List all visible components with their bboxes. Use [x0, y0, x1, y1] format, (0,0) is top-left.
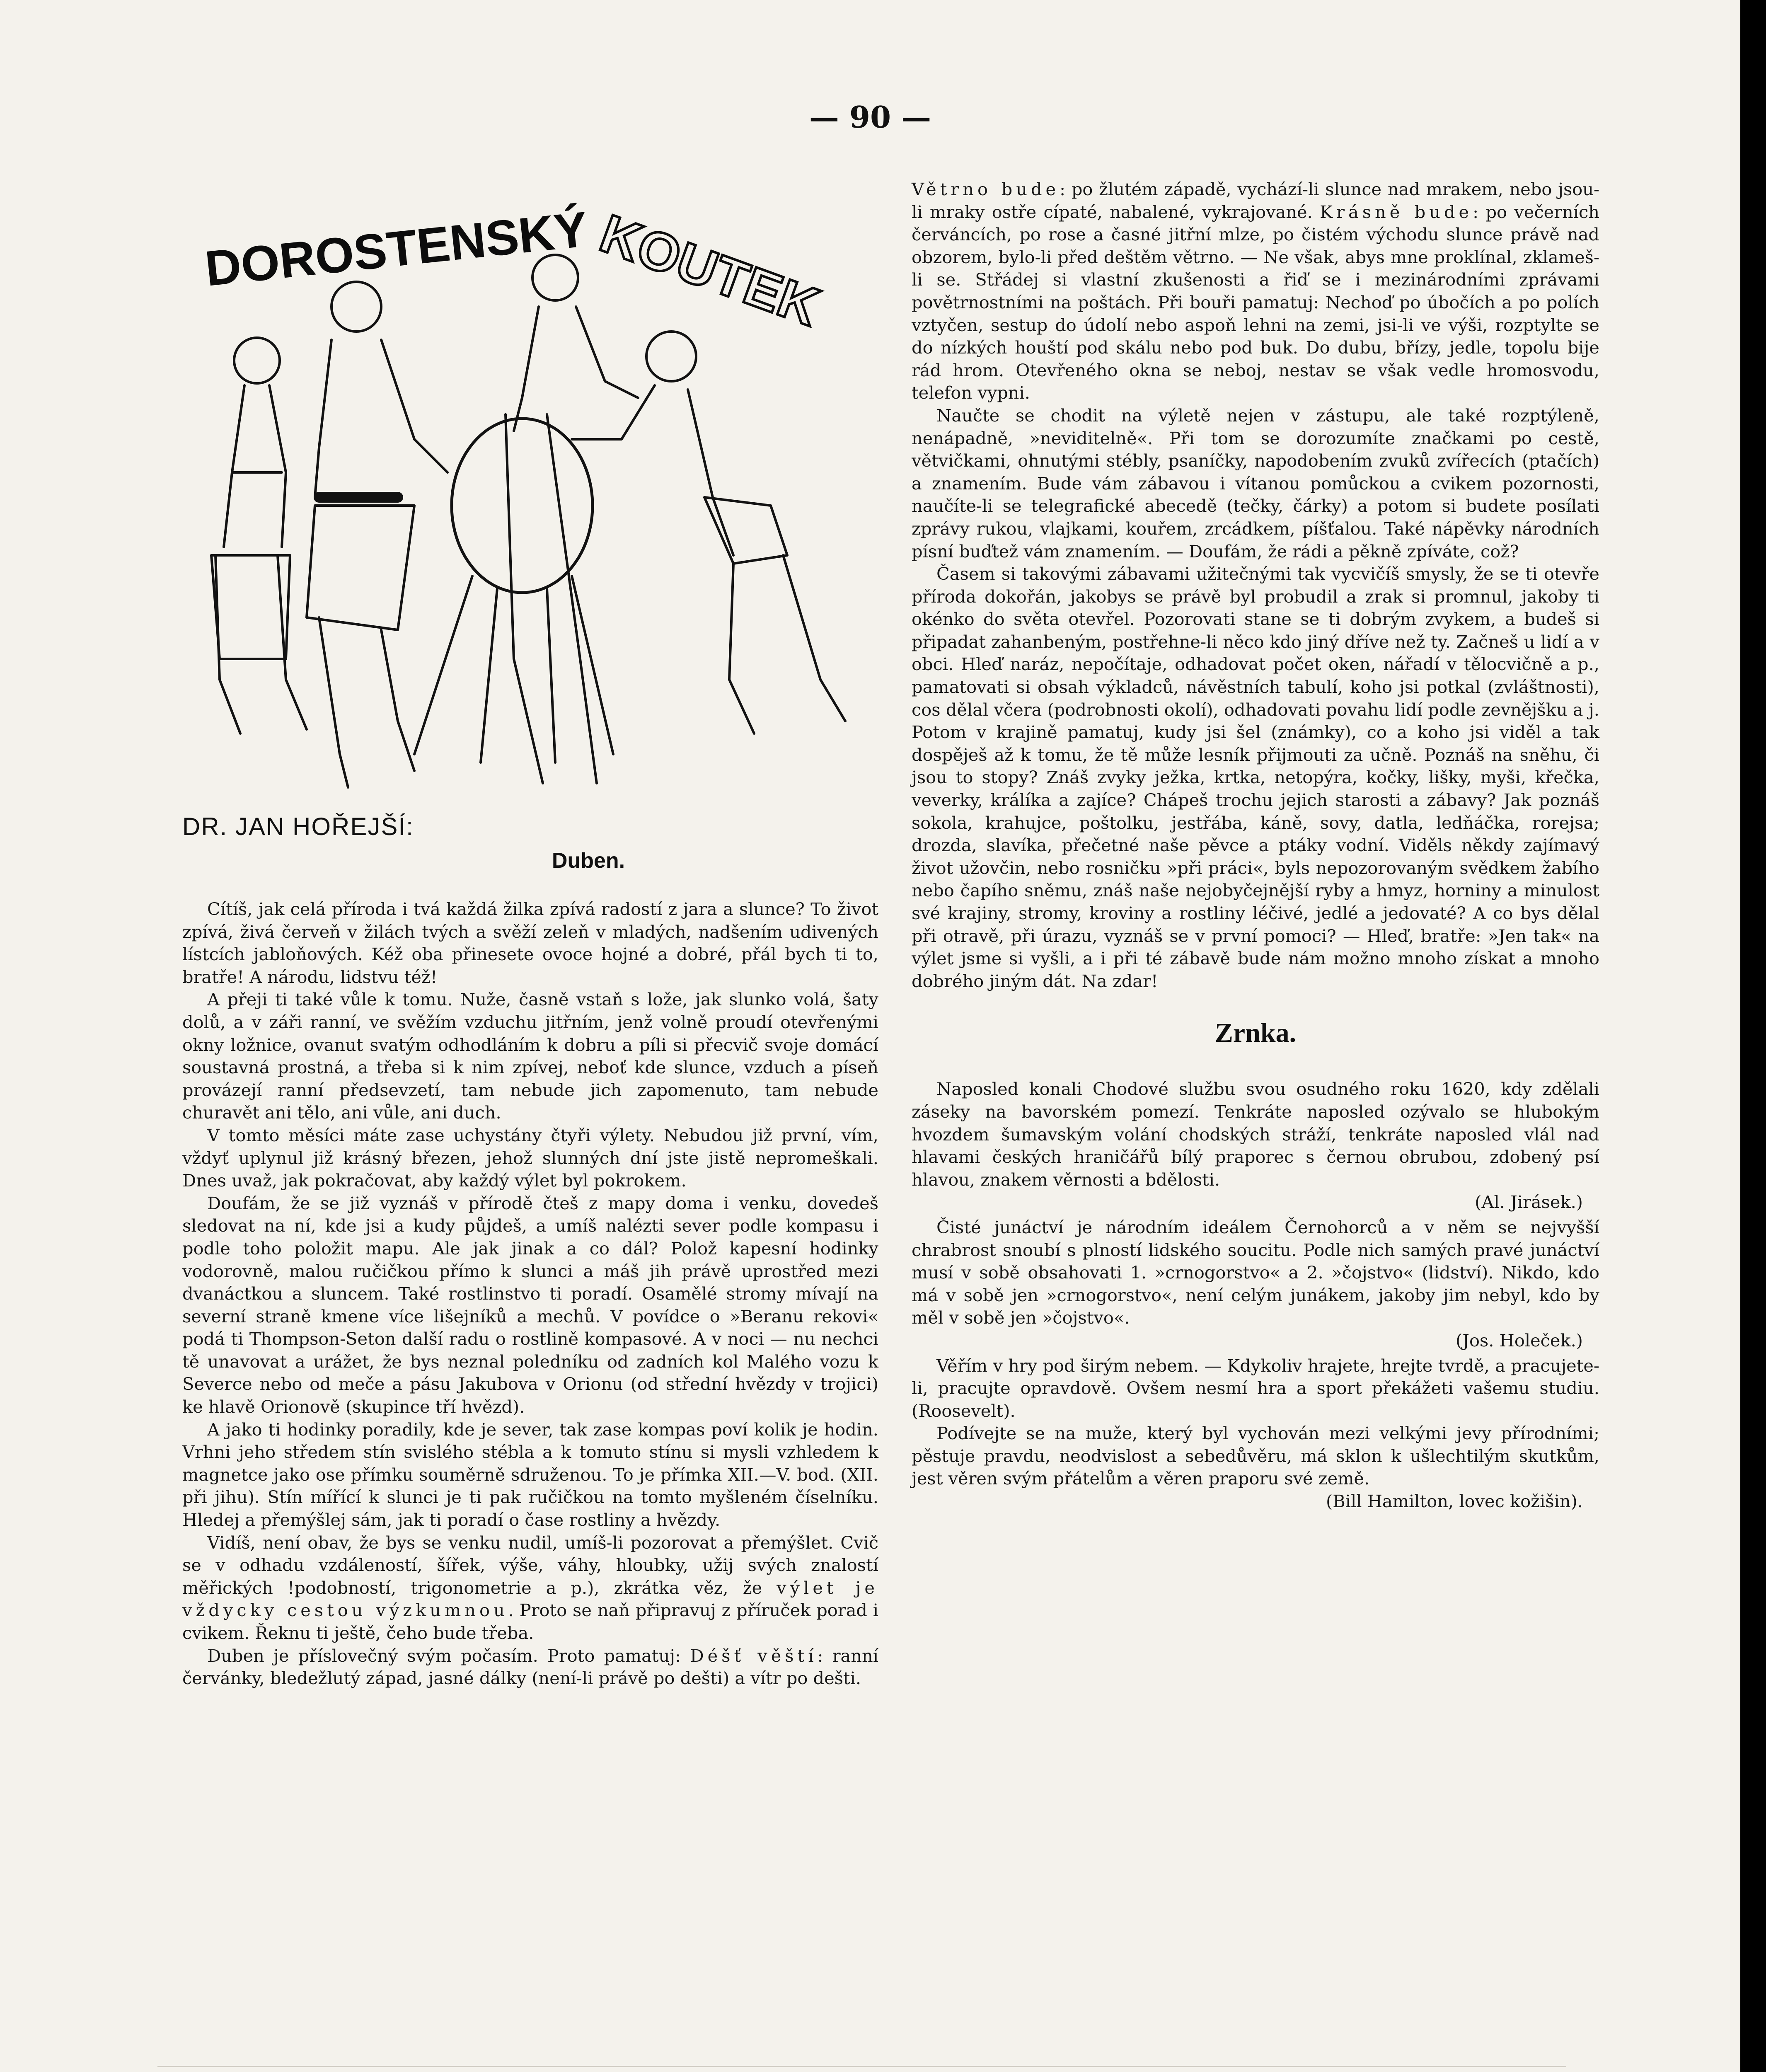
zrnka-author-3: (Roosevelt). [912, 1400, 1016, 1421]
title-continued: KOUTEK [593, 203, 827, 338]
article-author: DR. JAN HOŘEJŠÍ: [182, 813, 414, 840]
paragraph-7-end: : ranní červánky, bledežlutý západ, jasné dálky (není-li právě po dešti) a vítr po dešti. [182, 1645, 878, 1689]
spaced-emphasis-4: Krásně bude [1320, 201, 1473, 222]
zrnka-quote-1: Naposled konali Chodové službu svou osudného roku 1620, kdy zdělali záseky na bavorském pomezí. Tenkráte naposled ozývalo se hlubokým hvozdem šumavským volání chodských stráží, tenkráte naposled vlál nad hlavami českých hraničářů bílý praporec s černou obrubou, zdobený psí hlavou, znakem věrnosti a bdělosti. [912, 1079, 1599, 1190]
paragraph-6-text: Vidíš, není obav, že bys se venku nudil, umíš-li pozorovat a přemýšlet. Cvič se v odhadu vzdáleností, šířek, výše, váhy, hloubky, užij svých znalostí měřických !podobností, trigonometrie a p.), zkrátka věz, že [182, 1532, 878, 1598]
spaced-emphasis-1: výlet je vždycky cestou výzkumnou [182, 1577, 878, 1621]
article-title: Duben. [552, 849, 625, 873]
paragraph-9: Naučte se chodit na výletě nejen v zástupu, ale také rozptýleně, nenápadně, »neviditelně«. Při tom se dorozumíte značkami po cestě, větvičkami, ohnutými stébly, psaníčky, napodobením zvuků zvířecích (ptačích) a znamením. Bude vám zábavou i vítanou pomůckou a cvikem pozornosti, naučíte-li se telegrafické abecedě (tečky, čárky) a potom si budete posílati zprávy rukou, vlajkami, kouřem, zrcádkem, píšťalou. Také nápěvky národních písní buďtež vám znamením. — Doufám, že rádi a pěkně zpíváte, což? [912, 405, 1599, 562]
paragraph-6-end: . Proto se naň připravuj z příruček porad i cvikem. Řeknu ti ještě, čeho bude třeba. [182, 1600, 879, 1643]
right-column [912, 178, 1599, 1515]
paragraph-1: Cítíš, jak celá příroda i tvá každá žilka zpívá radostí z jara a slunce? To život zpívá, živá červeň v žilách tvých a svěží zeleň v mladých, nadšením udivených lístcích jabloňových. Kéž oba přinesete ovoce hojné a dobré, přál bych ti to, bratře! A národu, lidstvu též! [182, 899, 878, 987]
spaced-emphasis-3: Větrno bude [912, 179, 1060, 199]
paragraph-8-end: : po večerních červáncích, po rose a časné jitřní mlze, po čistém východu slunce právě nad obzorem, bylo-li před deštěm větrno. — Ne však, abys mne proklínal, zklameš-li se. Střádej si vlastní zkušenosti a řiď se i mezinárodními zprávami povětrnostními na poštách. Při bouři pamatuj: Nechoď po úbočích a po polích vztyčen, sestup do údolí nebo aspoň lehni na zemi, jsi-li ve výši, rozptylte se do nízkých houští pod skálu nebo pod buk. Do dubu, břízy, jedle, topolu bije rád hrom. Otevřeného okna se neboj, nestav se však vedle hromosvodu, telefon vypni. [912, 201, 1599, 403]
zrnka-author-2: (Jos. Holeček.) [1456, 1330, 1583, 1351]
zrnka-quote-3 [912, 1355, 1599, 1423]
paragraph-2: A přeji ti také vůle k tomu. Nuže, časně vstaň s lože, jak slunko volá, šaty dolů, a v záři ranní, ve svěžím vzduchu jitřním, jenž volně proudí otevřenými okny ložnice, ovanut svatým odhodláním k dobru a píli si přecvič svoje domácí soustavná prostná, a třeba si k nim zpívej, neboť kde slunce, vzduch a píseň provázejí ranní předsevzetí, tam nebude jich zapomenuto, tam nebude churavět ani tělo, ani vůle, ani duch. [182, 989, 878, 1123]
title-lettering [203, 201, 827, 337]
paragraph-4: Doufám, že se již vyznáš v přírodě čteš z mapy doma i venku, dovedeš sledovat na ní, kde jsi a kudy půjdeš, a umíš nalézti sever podle kompasu i podle toho položit mapu. Ale jak jinak a co dál? Polož kapesní hodinky vodorovně, malou ručičkou přímo k slunci a máš jih právě uprostřed mezi dvanáctkou a sluncem. Také rostlinstvo ti poradí. Osamělé stromy mívají na severní straně kmene více lišejníků a mechů. V povídce o »Beranu rekovi« podá ti Thompson-Seton další radu o rostlině kompasové. A v noci — nu nechci tě unavovat a urážet, že bys neznal poledníku od zadních kol Malého vozu k Severce nebo od meče a pásu Jakubova v Orionu (od střední hvězdy v trojici) ke hlavě Orionově (skupince tří hvězd). [182, 1193, 878, 1417]
title-main: DOROSTENSKÝ [202, 201, 590, 297]
zrnka-quote-2: Čisté junáctví je národním ideálem Černohorců a v něm se nejvyšší chrabrost snoubí s plností lidského soucitu. Podle nich samých pravé junáctví musí v sobě obsahovati 1. »crnogorstvo« a 2. »čojstvo« (lidství). Nikdo, kdo má v sobě jen »crnogorstvo«, není celým junákem, jakoby jim nebyl, kdo by měl v sobě jen »čojstvo«. [912, 1217, 1599, 1328]
paragraph-6 [182, 1532, 878, 1645]
scan-edge [1740, 0, 1766, 2072]
zrnka-author-4: (Bill Hamilton, lovec kožišin). [1326, 1491, 1583, 1512]
paragraph-7-text: Duben je příslovečný svým počasím. Proto pamatuj: [207, 1645, 681, 1666]
header-illustration [182, 182, 866, 804]
scan-artifact-line [157, 2066, 1566, 2067]
left-column [182, 812, 878, 1690]
boys-figures [211, 255, 845, 787]
zrnka-quote-3-text: Věřím v hry pod širým nebem. — Kdykoliv hrajete, hrejte tvrdě, a pracujete-li, pracujte opravdově. Ovšem nesmí hra a sport překážeti vašemu studiu. [912, 1355, 1599, 1399]
spaced-emphasis-2: Déšť věští [690, 1645, 818, 1666]
zrnka-title: Zrnka. [1214, 1018, 1297, 1048]
paragraph-8-mid: : po žlutém západě, vychází-li slunce nad mrakem, nebo jsou-li mraky ostře cípaté, nabalené, vykrajované. [912, 179, 1599, 222]
zrnka-author-1: (Al. Jirásek.) [1475, 1192, 1583, 1213]
page-number: — 90 — [809, 99, 931, 135]
paragraph-7 [182, 1645, 878, 1690]
paragraph-3: V tomto měsíci máte zase uchystány čtyři výlety. Nebudou již první, vím, vždyť uplynul již krásný březen, jehož slunných dní jste jistě nepromeškali. Dnes uvaž, jak pokračovat, aby každý výlet byl pokrokem. [182, 1125, 878, 1191]
paragraph-5: A jako ti hodinky poradily, kde je sever, tak zase kompas poví kolik je hodin. Vrhni jeho středem stín svislého stébla a k tomuto stínu si mysli vzhledem k magnetce jako ose přímku souměrně sdruženou. To je přímka XII.—V. bod. (XII. při jihu). Stín mířící k slunci je ti pak ručičkou na tomto myšleném číselníku. Hledej a přemýšlej sám, jak ti poradí o čase rostliny a hvězdy. [182, 1419, 878, 1530]
paragraph-8 [912, 178, 1599, 404]
zrnka-quote-4: Podívejte se na muže, který byl vychován mezi velkými jevy přírodními; pěstuje pravdu, neodvislost a sebedůvěru, má sklon k ušlechtilým skutkům, jest věren svým přátelům a věren praporu své země. [912, 1423, 1599, 1489]
paragraph-10: Časem si takovými zábavami užitečnými tak vycvičíš smysly, že se ti otevře příroda dokořán, jakobys se právě byl probudil a zrak si promnul, jakoby ti okénko do světa otevřel. Pozorovati stane se ti dobrým zvykem, a budeš si připadat zahanbeným, postřehne-li něco kdo jiný dříve než ty. Začneš u lidí a v obci. Hleď naráz, nepočítaje, odhadovat počet oken, nářadí v tělocvičně a p., pamatovati si obsah výkladců, návěstních tabulí, koho jsi potkal (zvláštnosti), cos dělal včera (podrobnosti okolí), odhadovati povahu lidí podle zevnějšku a j. Potom v krajině pamatuj, kudy jsi šel (známky), co a koho jsi viděl a tak dospěješ až k tomu, že tě může lesník přijmouti za učně. Poznáš na sněhu, či jsou to stopy? Znáš zvyky ježka, krtka, netopýra, kočky, lišky, myši, křečka, veverky, králíka a zajíce? Chápeš trochu jejich starosti a zábavy? Jak poznáš sokola, krahujce, poštolku, jestřába, káně, sovy, datla, ledňáčka, rorejsa; drozda, slavíka, přečetné naše pěvce a ptáky vodní. Viděls někdy zajímavý život užovčin, nebo rosničku »při práci«, byls nepozorovaným svědkem žabího nebo čapího sněmu, znáš naše nejobyčejnější ryby a hmyz, horniny a minulost své krajiny, stromy, kroviny a rostliny léčivé, jedlé a jedovaté? A co bys dělal při otravě, při úrazu, vyznáš se v první pomoci? — Hleď, bratře: »Jen tak« na výlet jsme si vyšli, a i při té zábavě bude nám možno mnoho získat a mnoho dobrého jiným dát. Na zdar! [912, 564, 1599, 991]
